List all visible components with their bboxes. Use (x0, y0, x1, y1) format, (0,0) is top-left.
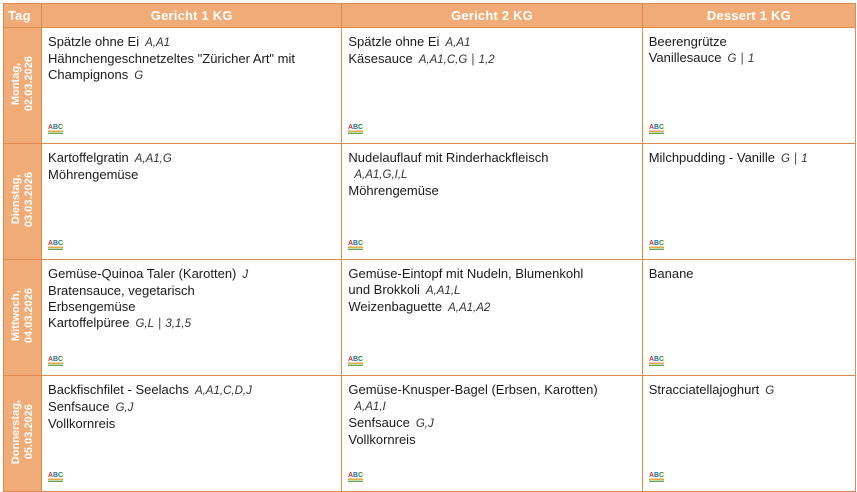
dish-name: Käsesauce (348, 51, 413, 66)
menu-table (3, 3, 856, 492)
dish-name: Banane (648, 266, 694, 281)
dish-name: Nudelauflauf mit Rinderhackfleisch (348, 150, 549, 165)
svg-text:A: A (48, 240, 54, 247)
svg-text:C: C (58, 240, 64, 247)
day-name: Mittwoch, (9, 290, 22, 342)
svg-text:B: B (353, 124, 359, 131)
allergen-codes: A,A1,A2 (448, 302, 491, 314)
dish-line (348, 282, 635, 299)
svg-text:C: C (658, 356, 664, 363)
day-date: 04.03.2026 (22, 288, 35, 344)
dish-line (649, 150, 849, 167)
allergen-codes: A,A1,G,I,L (354, 169, 408, 181)
svg-text:B: B (653, 356, 659, 363)
day-label (10, 170, 36, 229)
cell-gericht-2 (342, 144, 642, 260)
column-header-tag: Tag (4, 4, 42, 28)
dish-name: Kartoffelgratin (48, 150, 129, 165)
dish-line (48, 299, 335, 315)
svg-text:B: B (353, 356, 359, 363)
allergen-codes: A,A1 (145, 37, 171, 49)
dish-line (348, 51, 635, 68)
dish-line (348, 266, 635, 282)
cell-dessert-1 (642, 144, 855, 260)
dish-content (649, 382, 849, 464)
svg-text:C: C (358, 356, 364, 363)
dish-name: Backfischfilet - Seelachs (48, 382, 189, 397)
abc-icon[interactable] (48, 238, 64, 252)
cell-gericht-2 (342, 28, 642, 144)
svg-text:A: A (48, 124, 54, 131)
svg-text:B: B (53, 472, 59, 479)
abc-icon[interactable] (649, 122, 665, 136)
dish-line (348, 183, 635, 199)
dish-name: Vollkornreis (48, 416, 116, 431)
allergen-codes: G (765, 385, 775, 397)
dish-name: Spätzle ohne Ei (48, 34, 140, 49)
svg-text:B: B (53, 356, 59, 363)
dish-content (48, 150, 335, 232)
dish-name: Möhrengemüse (48, 167, 139, 182)
day-name: Dienstag, (9, 175, 22, 225)
svg-text:C: C (358, 472, 364, 479)
allergen-codes: G,J (115, 402, 134, 414)
allergen-codes: G (780, 153, 790, 165)
day-label (10, 54, 36, 113)
cell-gericht-1 (42, 260, 342, 376)
allergen-codes: J (242, 269, 249, 281)
svg-text:A: A (48, 356, 54, 363)
day-date: 02.03.2026 (22, 56, 35, 112)
dish-name: Senfsauce (348, 415, 410, 430)
abc-icon[interactable] (48, 354, 64, 368)
abc-icon[interactable] (348, 238, 364, 252)
svg-text:B: B (353, 472, 359, 479)
additive-codes: 1 (801, 153, 808, 165)
svg-text:A: A (348, 472, 354, 479)
column-header-gericht-2: Gericht 2 KG (342, 4, 642, 28)
table-body (4, 28, 856, 492)
allergen-codes: A,A1,I (354, 401, 386, 413)
abc-icon[interactable] (348, 122, 364, 136)
dish-content (348, 266, 635, 348)
cell-dessert-1 (642, 28, 855, 144)
dish-name: Champignons (48, 67, 129, 82)
dish-line (48, 51, 335, 67)
svg-text:A: A (648, 124, 654, 131)
dish-line (48, 167, 335, 183)
dish-name: Weizenbaguette (348, 299, 443, 314)
dish-line (649, 382, 849, 399)
dish-name: Erbsengemüse (48, 299, 136, 314)
svg-text:C: C (358, 240, 364, 247)
allergen-codes: A,A1,L (425, 285, 461, 297)
dish-name: Vanillesauce (648, 50, 722, 65)
abc-icon[interactable] (649, 354, 665, 368)
dish-line (348, 398, 635, 415)
dish-line (348, 299, 635, 316)
dish-name: Gemüse-Quinoa Taler (Karotten) (48, 266, 237, 281)
svg-text:B: B (53, 240, 59, 247)
day-date: 03.03.2026 (22, 172, 35, 228)
additive-codes: 1 (747, 53, 755, 65)
allergen-codes: G (134, 70, 144, 82)
table-row (4, 28, 856, 144)
day-date: 05.03.2026 (22, 404, 35, 460)
cell-gericht-2 (342, 376, 642, 492)
svg-text:B: B (653, 240, 659, 247)
svg-text:A: A (348, 124, 354, 131)
svg-text:C: C (658, 240, 664, 247)
svg-text:B: B (653, 124, 659, 131)
dish-content (649, 266, 849, 348)
svg-text:A: A (48, 472, 54, 479)
svg-text:A: A (648, 472, 654, 479)
dish-line (348, 415, 635, 432)
svg-text:B: B (653, 472, 659, 479)
dish-content (348, 382, 635, 464)
svg-text:C: C (58, 472, 64, 479)
cell-dessert-1 (642, 260, 855, 376)
dish-line (48, 150, 335, 167)
dish-content (649, 34, 849, 116)
dish-name: Vollkornreis (348, 432, 416, 447)
allergen-codes: G (727, 53, 737, 65)
dish-line (348, 150, 635, 166)
cell-dessert-1 (642, 376, 855, 492)
dish-name: Beerengrütze (648, 34, 727, 49)
dish-line (348, 34, 635, 51)
dish-name: Gemüse-Knusper-Bagel (Erbsen, Karotten) (348, 382, 598, 397)
abc-icon[interactable] (348, 470, 364, 484)
svg-text:C: C (658, 472, 664, 479)
allergen-codes: A,A1,G (134, 153, 172, 165)
code-separator: | (793, 150, 798, 165)
dish-name: und Brokkoli (348, 282, 420, 297)
dish-name: Spätzle ohne Ei (348, 34, 440, 49)
table-header-row (4, 4, 856, 28)
code-separator: | (471, 51, 475, 66)
svg-text:B: B (53, 124, 59, 131)
dish-name: Kartoffelpüree (48, 315, 130, 330)
dish-name: Bratensauce, vegetarisch (48, 283, 195, 298)
table-row (4, 144, 856, 260)
dish-content (48, 382, 335, 464)
dish-name: Möhrengemüse (348, 183, 439, 198)
additive-codes: 1,2 (478, 54, 495, 66)
dish-line (48, 266, 335, 283)
svg-text:A: A (648, 240, 654, 247)
day-name: Donnerstag, (9, 399, 22, 465)
allergen-codes: G,J (415, 418, 434, 430)
svg-text:A: A (348, 356, 354, 363)
dish-line (649, 266, 849, 282)
dish-line (48, 382, 335, 399)
abc-icon[interactable] (348, 354, 364, 368)
dish-line (649, 34, 849, 50)
cell-gericht-1 (42, 144, 342, 260)
dish-line (48, 315, 335, 332)
svg-text:C: C (58, 356, 64, 363)
allergen-codes: A,A1 (445, 37, 471, 49)
day-name: Montag, (9, 62, 22, 106)
dish-line (48, 416, 335, 432)
svg-text:C: C (658, 124, 664, 131)
dish-line (348, 166, 635, 183)
dish-line (348, 382, 635, 398)
svg-text:C: C (358, 124, 364, 131)
svg-text:B: B (353, 240, 359, 247)
table-row (4, 376, 856, 492)
day-cell (4, 376, 42, 492)
abc-icon[interactable] (48, 122, 64, 136)
day-cell (4, 144, 42, 260)
code-separator: | (158, 315, 162, 330)
dish-content (348, 150, 635, 232)
cell-gericht-1 (42, 28, 342, 144)
code-separator: | (740, 50, 744, 65)
dish-name: Gemüse-Eintopf mit Nudeln, Blumenkohl (348, 266, 584, 281)
abc-icon[interactable] (649, 470, 665, 484)
dish-line (649, 50, 849, 67)
column-header-dessert-1: Dessert 1 KG (642, 4, 855, 28)
allergen-codes: A,A1,C,G (418, 54, 468, 66)
svg-text:A: A (648, 356, 654, 363)
dish-content (48, 34, 335, 116)
cell-gericht-2 (342, 260, 642, 376)
dish-content (48, 266, 335, 348)
svg-text:C: C (58, 124, 64, 131)
dish-line (48, 399, 335, 416)
dish-line (348, 432, 635, 448)
day-cell (4, 260, 42, 376)
column-header-gericht-1: Gericht 1 KG (42, 4, 342, 28)
dish-name: Milchpudding - Vanille (648, 150, 775, 165)
abc-icon[interactable] (649, 238, 665, 252)
dish-line (48, 67, 335, 84)
table-row (4, 260, 856, 376)
dish-content (649, 150, 849, 232)
dish-line (48, 34, 335, 51)
dish-name: Senfsauce (48, 399, 110, 414)
day-cell (4, 28, 42, 144)
dish-name: Hähnchengeschnetzeltes "Züricher Art" mit (48, 51, 295, 66)
additive-codes: 3,1,5 (165, 318, 191, 330)
allergen-codes: G,L (135, 318, 155, 330)
allergen-codes: A,A1,C,D,J (194, 385, 252, 397)
day-label (10, 286, 36, 345)
cell-gericht-1 (42, 376, 342, 492)
dish-line (48, 283, 335, 299)
svg-text:A: A (348, 240, 354, 247)
day-label (10, 398, 36, 466)
abc-icon[interactable] (48, 470, 64, 484)
dish-content (348, 34, 635, 116)
dish-name: Stracciatellajoghurt (648, 382, 760, 397)
